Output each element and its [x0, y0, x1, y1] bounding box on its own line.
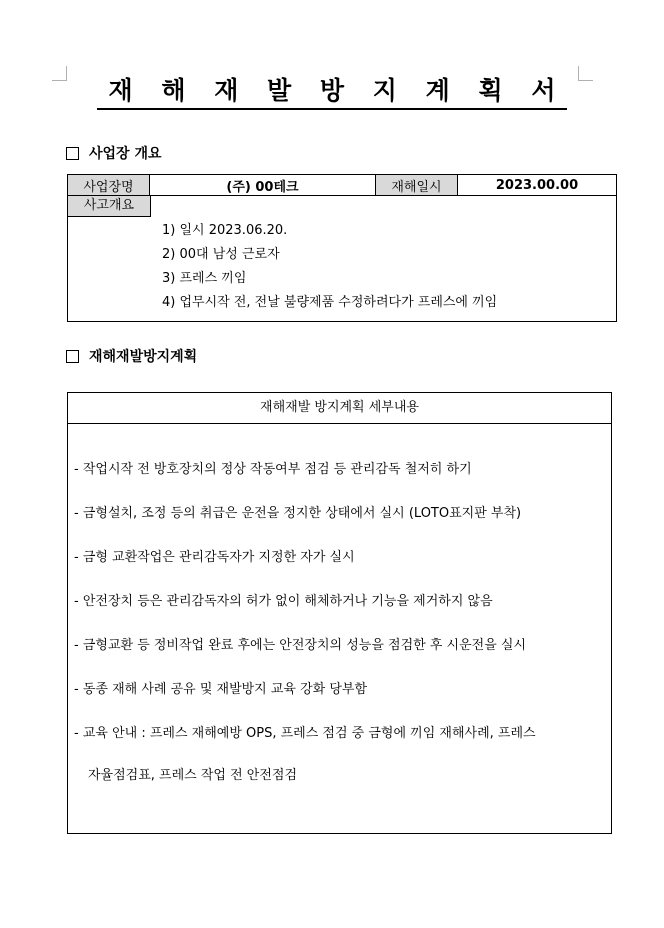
section-plan-heading	[66, 346, 197, 366]
accident-label: 사고개요	[68, 196, 151, 217]
plan-item: - 금형 교환작업은 관리감독자가 지정한 자가 실시	[74, 550, 355, 565]
section-overview-title: 사업장 개요	[89, 146, 162, 162]
company-label: 사업장명	[68, 175, 150, 196]
document-title: 재 해 재 발 방 지 계 획 서	[97, 76, 568, 110]
accident-item: 3) 프레스 끼임	[162, 271, 247, 286]
plan-header: 재해재발 방지계획 세부내용	[68, 393, 611, 424]
accident-row	[68, 196, 617, 322]
date-value: 2023.00.00	[458, 175, 617, 196]
plan-item: - 작업시작 전 방호장치의 정상 작동여부 점검 등 관리감독 철저히 하기	[74, 462, 472, 477]
plan-item: - 금형설치, 조정 등의 취급은 운전을 정지한 상태에서 실시 (LOTO표지판 부착)	[74, 506, 522, 521]
accident-item: 2) 00대 남성 근로자	[162, 247, 280, 262]
plan-item: - 교육 안내 : 프레스 재해예방 OPS, 프레스 점검 중 금형에 끼임 재해사례, 프레스	[74, 726, 536, 741]
plan-item: - 금형교환 등 정비작업 완료 후에는 안전장치의 성능을 점검한 후 시운전을 실시	[74, 638, 527, 653]
company-value: (주) 00테크	[150, 175, 376, 196]
date-label: 재해일시	[376, 175, 458, 196]
checkbox-square-icon	[66, 147, 79, 160]
section-overview-heading	[66, 143, 162, 163]
checkbox-square-icon	[66, 350, 79, 363]
plan-item: - 안전장치 등은 관리감독자의 허가 없이 해체하거나 기능을 제거하지 않음	[74, 594, 493, 609]
accident-items	[68, 217, 616, 321]
overview-row	[68, 175, 617, 196]
plan-item: - 동종 재해 사례 공유 및 재발방지 교육 강화 당부함	[74, 682, 368, 697]
accident-item: 4) 업무시작 전, 전날 불량제품 수정하려다가 프레스에 끼임	[162, 295, 498, 310]
plan-items	[74, 460, 536, 786]
plan-box	[67, 392, 612, 834]
accident-cell	[68, 196, 617, 322]
plan-item-continuation: 자율점검표, 프레스 작업 전 안전점검	[88, 768, 298, 783]
document-title-wrapper	[0, 76, 664, 110]
section-plan-title: 재해재발방지계획	[89, 349, 198, 365]
overview-table	[67, 174, 617, 322]
accident-item: 1) 일시 2023.06.20.	[162, 223, 288, 238]
